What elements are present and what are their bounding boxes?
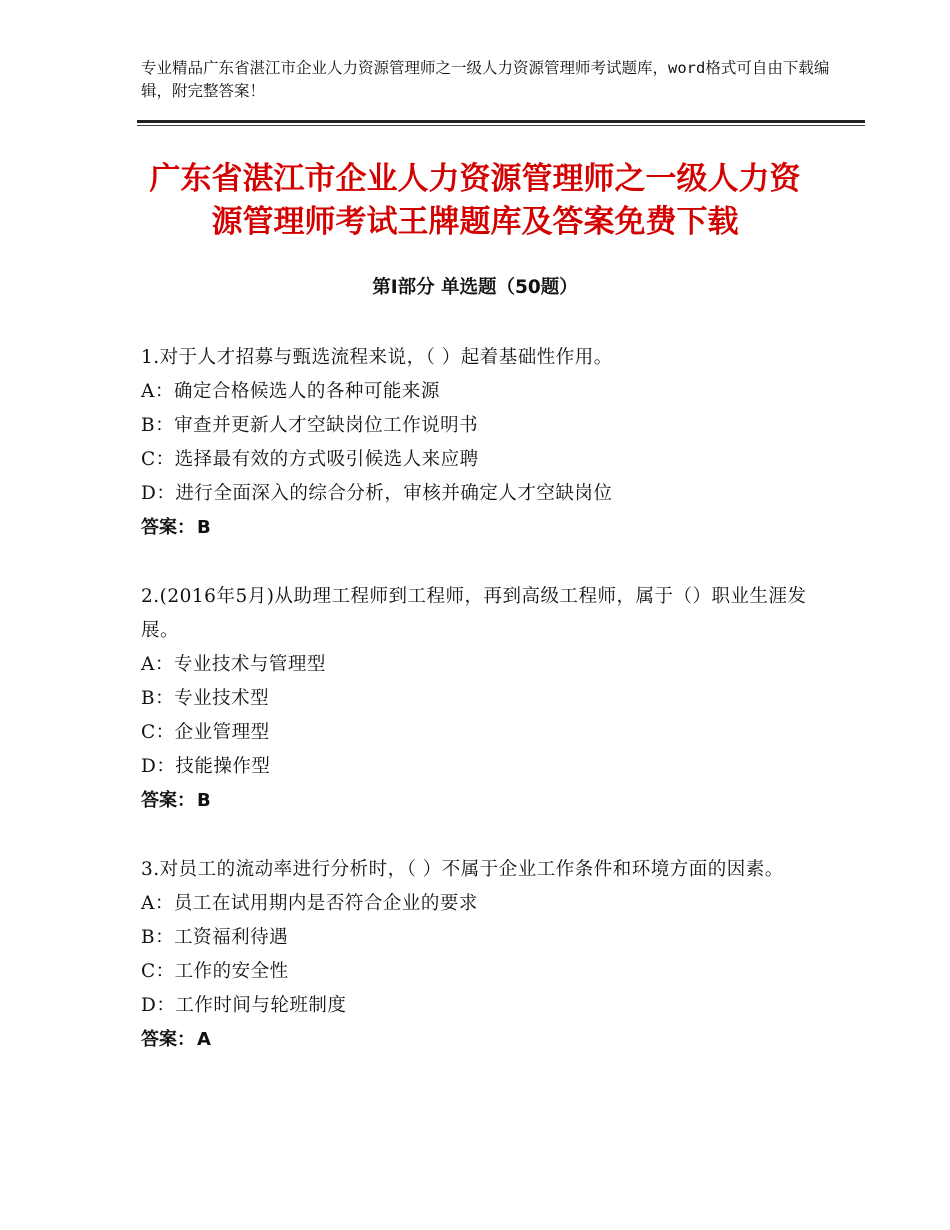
- header-divider-thin: [137, 125, 865, 126]
- option-d: D：进行全面深入的综合分析，审核并确定人才空缺岗位: [141, 483, 613, 504]
- option-a: A：员工在试用期内是否符合企业的要求: [141, 893, 478, 914]
- option-c: C：选择最有效的方式吸引候选人来应聘: [141, 449, 479, 470]
- question-stem: 2.(2016年5月)从助理工程师到工程师，再到高级工程师，属于（）职业生涯发展。: [141, 586, 807, 641]
- answer-label: 答案：: [141, 517, 195, 538]
- answer-line: [141, 1023, 821, 1057]
- question-block: [141, 853, 821, 1057]
- document-title: 广东省湛江市企业人力资源管理师之一级人力资源管理师考试王牌题库及答案免费下载: [149, 161, 801, 240]
- question-stem: 1.对于人才招募与甄选流程来说，（ ）起着基础性作用。: [141, 347, 613, 368]
- answer-label: 答案：: [141, 790, 195, 811]
- answer-value: B: [197, 517, 211, 538]
- section-title: 第Ⅰ部分 单选题（50题）: [372, 277, 578, 298]
- option-c: C：工作的安全性: [141, 961, 289, 982]
- header-divider-thick: [137, 120, 865, 123]
- option-b: B：审查并更新人才空缺岗位工作说明书: [141, 415, 479, 436]
- answer-label: 答案：: [141, 1029, 195, 1050]
- option-c: C：企业管理型: [141, 722, 270, 743]
- header-note: 专业精品广东省湛江市企业人力资源管理师之一级人力资源管理师考试题库，word格式可自由下载编辑，附完整答案！: [141, 59, 830, 100]
- answer-value: B: [197, 790, 211, 811]
- option-b: B：专业技术型: [141, 688, 270, 709]
- answer-line: [141, 511, 821, 545]
- option-d: D：技能操作型: [141, 756, 271, 777]
- question-block: [141, 341, 821, 545]
- answer-value: A: [197, 1029, 211, 1050]
- option-a: A：确定合格候选人的各种可能来源: [141, 381, 440, 402]
- question-block: [141, 580, 821, 818]
- option-d: D：工作时间与轮班制度: [141, 995, 347, 1016]
- option-a: A：专业技术与管理型: [141, 654, 326, 675]
- option-b: B：工资福利待遇: [141, 927, 289, 948]
- answer-line: [141, 784, 821, 818]
- question-stem: 3.对员工的流动率进行分析时，（ ）不属于企业工作条件和环境方面的因素。: [141, 859, 784, 880]
